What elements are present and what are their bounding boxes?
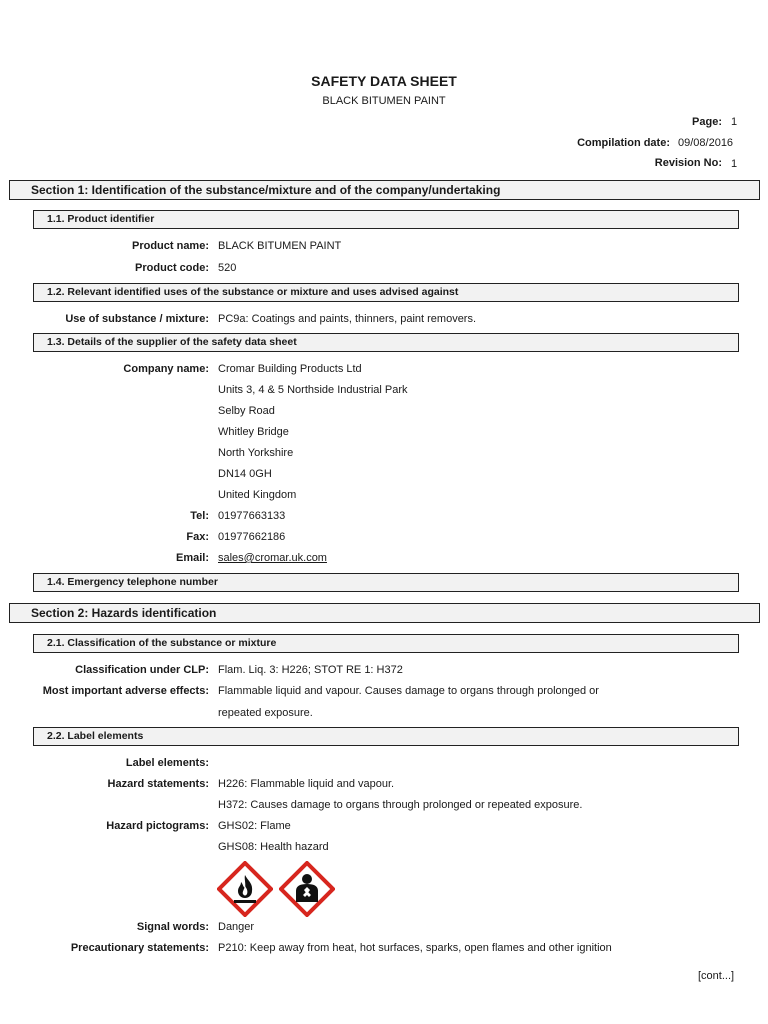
tel-label: Tel: bbox=[190, 510, 209, 522]
pictogram-name: GHS02: Flame bbox=[218, 820, 291, 832]
section-2-heading bbox=[9, 603, 760, 623]
product-code-value: 520 bbox=[218, 262, 237, 274]
tel-value: 01977663133 bbox=[218, 510, 286, 522]
product-name-label: Product name: bbox=[131, 240, 209, 252]
email-label: Email: bbox=[175, 552, 209, 564]
revision-value: 1 bbox=[731, 158, 738, 170]
clp-label: Classification under CLP: bbox=[75, 664, 209, 676]
product-name-value: BLACK BITUMEN PAINT bbox=[218, 240, 342, 252]
section-1-title: Section 1: Identification of the substance/mixture and of the company/undertaking bbox=[31, 183, 501, 197]
flame-icon bbox=[217, 861, 273, 917]
section-1-heading bbox=[9, 180, 760, 200]
address-line: Cromar Building Products Ltd bbox=[218, 363, 362, 375]
compilation-date-label: Compilation date: bbox=[577, 137, 670, 149]
fax-value: 01977662186 bbox=[218, 531, 286, 543]
company-name-label: Company name: bbox=[123, 363, 209, 375]
subsection-2-1-title: 2.1. Classification of the substance or mixture bbox=[47, 637, 277, 649]
section-2-title: Section 2: Hazards identification bbox=[31, 606, 217, 620]
adverse-effects-label: Most important adverse effects: bbox=[42, 685, 209, 697]
address-line: DN14 0GH bbox=[218, 468, 272, 480]
use-label: Use of substance / mixture: bbox=[65, 313, 209, 325]
continued-marker: [cont...] bbox=[698, 970, 735, 982]
clp-value: Flam. Liq. 3: H226; STOT RE 1: H372 bbox=[218, 664, 403, 676]
pictogram-name: GHS08: Health hazard bbox=[218, 841, 329, 853]
hazard-pictograms-label: Hazard pictograms: bbox=[106, 820, 209, 832]
page-value: 1 bbox=[731, 116, 738, 128]
subsection-1-3-heading bbox=[33, 333, 739, 352]
subsection-2-1-heading bbox=[33, 634, 739, 653]
subsection-2-2-heading bbox=[33, 727, 739, 746]
fax-label: Fax: bbox=[186, 531, 209, 543]
subsection-2-2-title: 2.2. Label elements bbox=[47, 730, 144, 742]
email-link[interactable]: sales@cromar.uk.com bbox=[218, 552, 327, 564]
product-code-label: Product code: bbox=[135, 262, 209, 274]
address-line: Whitley Bridge bbox=[218, 426, 289, 438]
subsection-1-2-heading bbox=[33, 283, 739, 302]
hazard-statements-label: Hazard statements: bbox=[107, 778, 209, 790]
document-title: SAFETY DATA SHEET bbox=[311, 73, 457, 89]
hazard-statement: H372: Causes damage to organs through prolonged or repeated exposure. bbox=[218, 799, 583, 811]
subsection-1-4-title: 1.4. Emergency telephone number bbox=[47, 576, 218, 588]
signal-words-label: Signal words: bbox=[136, 921, 209, 933]
revision-label: Revision No: bbox=[654, 157, 722, 169]
page-label: Page: bbox=[692, 116, 722, 128]
adverse-effects-line: Flammable liquid and vapour. Causes damage to organs through prolonged or bbox=[218, 685, 599, 697]
health-hazard-icon bbox=[279, 861, 335, 917]
precautionary-statement: P210: Keep away from heat, hot surfaces, sparks, open flames and other ignition bbox=[218, 942, 612, 954]
label-elements-label: Label elements: bbox=[125, 757, 209, 769]
subsection-1-2-title: 1.2. Relevant identified uses of the substance or mixture and uses advised against bbox=[47, 286, 459, 298]
product-subtitle: BLACK BITUMEN PAINT bbox=[322, 95, 446, 107]
subsection-1-1-title: 1.1. Product identifier bbox=[47, 213, 155, 225]
subsection-1-4-heading bbox=[33, 573, 739, 592]
address-line: Selby Road bbox=[218, 405, 275, 417]
address-line: United Kingdom bbox=[218, 489, 297, 501]
subsection-1-1-heading bbox=[33, 210, 739, 229]
hazard-statement: H226: Flammable liquid and vapour. bbox=[218, 778, 395, 790]
address-line: Units 3, 4 & 5 Northside Industrial Park bbox=[218, 384, 408, 396]
precautionary-statements-label: Precautionary statements: bbox=[70, 942, 209, 954]
signal-words-value: Danger bbox=[218, 921, 255, 933]
compilation-date-value: 09/08/2016 bbox=[678, 137, 734, 149]
subsection-1-3-title: 1.3. Details of the supplier of the safety data sheet bbox=[47, 336, 297, 348]
adverse-effects-line: repeated exposure. bbox=[218, 707, 313, 719]
address-line: North Yorkshire bbox=[218, 447, 294, 459]
use-value: PC9a: Coatings and paints, thinners, paint removers. bbox=[218, 313, 477, 325]
